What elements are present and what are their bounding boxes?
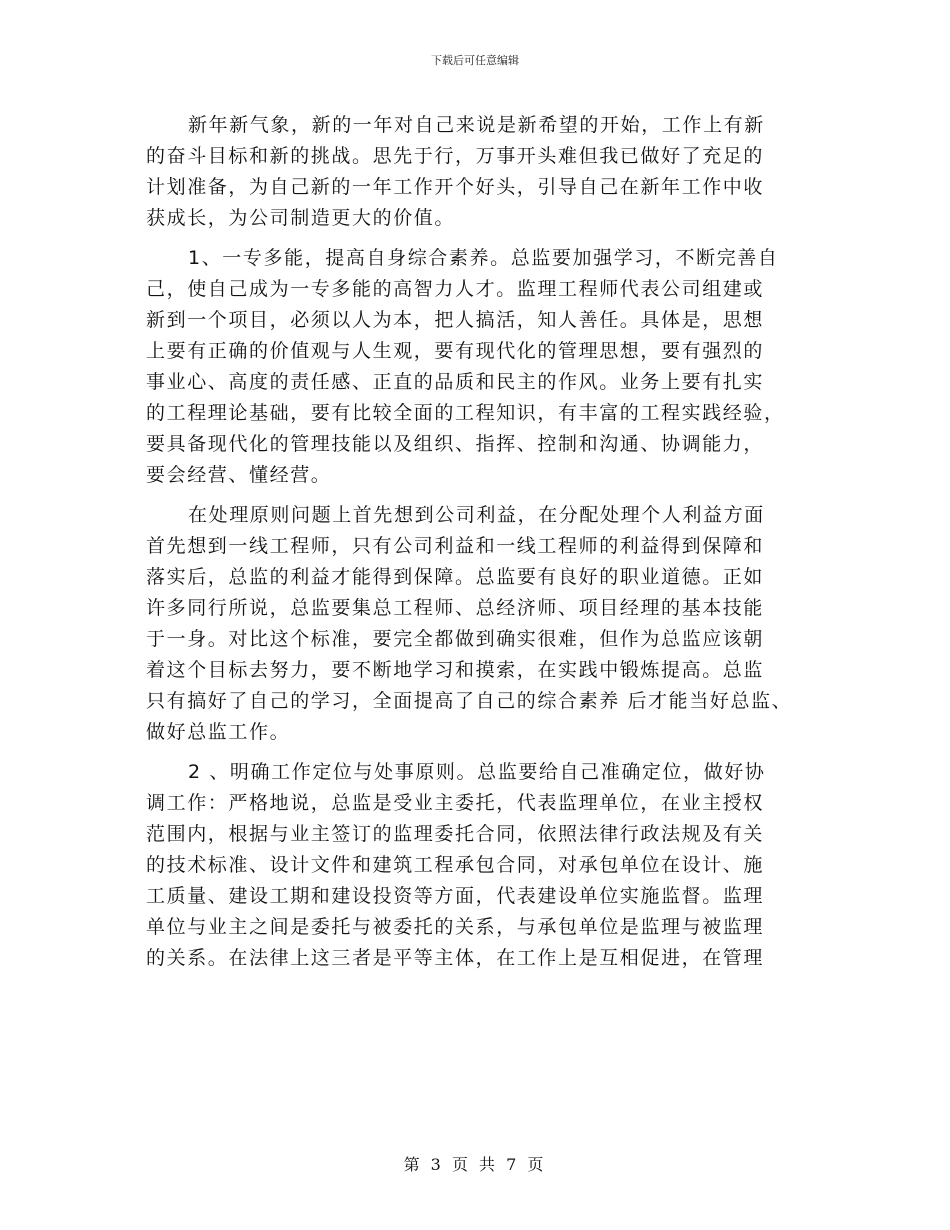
text-line: 上要有正确的价值观与人生观，要有现代化的管理思想，要有强烈的 — [146, 340, 765, 362]
text-line: 获成长，为公司制造更大的价值。 — [146, 207, 456, 229]
paragraph-principles — [146, 500, 826, 748]
paragraph-point-2 — [146, 757, 826, 974]
text-line: 首先想到一线工程师，只有公司利益和一线工程师的利益得到保障和 — [146, 535, 765, 557]
text-line: 新年新气象，新的一年对自己来说是新希望的开始，工作上有新 — [188, 114, 765, 136]
text-line: 己，使自己成为一专多能的高智力人才。监理工程师代表公司组建或 — [146, 278, 765, 300]
text-line: 的奋斗目标和新的挑战。思先于行，万事开头难但我已做好了充足的 — [146, 145, 765, 167]
text-line: 单位与业主之间是委托与被委托的关系，与承包单位是监理与被监理 — [146, 916, 765, 938]
text-line: 的关系。在法律上这三者是平等主体，在工作上是互相促进，在管理 — [146, 947, 765, 969]
text-line: 落实后，总监的利益才能得到保障。总监要有良好的职业道德。正如 — [146, 566, 765, 588]
text-line: 在处理原则问题上首先想到公司利益，在分配处理个人利益方面 — [188, 504, 765, 526]
text-line: 许多同行所说，总监要集总工程师、总经济师、项目经理的基本技能 — [146, 597, 765, 619]
text-line: 范围内，根据与业主签订的监理委托合同，依照法律行政法规及有关 — [146, 823, 765, 845]
text-line: 着这个目标去努力，要不断地学习和摸索，在实践中锻炼提高。总监 — [146, 659, 765, 681]
text-line: 新到一个项目，必须以人为本，把人搞活，知人善任。具体是，思想 — [146, 309, 765, 331]
text-line: 1、一专多能，提高自身综合素养。总监要加强学习，不断完善自 — [188, 247, 779, 269]
document-body — [146, 110, 826, 983]
text-line: 2 、明确工作定位与处事原则。总监要给自己准确定位，做好协 — [188, 761, 766, 783]
paragraph-intro — [146, 110, 826, 234]
text-line: 工质量、建设工期和建设投资等方面，代表建设单位实施监督。监理 — [146, 885, 765, 907]
text-line: 的技术标准、设计文件和建筑工程承包合同，对承包单位在设计、施 — [146, 854, 765, 876]
header-note: 下载后可任意编辑 — [431, 54, 519, 67]
paragraph-point-1 — [146, 243, 826, 491]
text-line: 只有搞好了自己的学习，全面提高了自己的综合素养 后才能当好总监、 — [146, 690, 793, 712]
text-line: 的工程理论基础，要有比较全面的工程知识，有丰富的工程实践经验， — [146, 402, 785, 424]
text-line: 做好总监工作。 — [146, 721, 291, 743]
text-line: 计划准备，为自己新的一年工作开个好头，引导自己在新年工作中收 — [146, 176, 765, 198]
text-line: 事业心、高度的责任感、正直的品质和民主的作风。业务上要有扎实 — [146, 371, 765, 393]
text-line: 要具备现代化的管理技能以及组织、指挥、控制和沟通、协调能力， — [146, 433, 765, 455]
text-line: 调工作：严格地说，总监是受业主委托，代表监理单位，在业主授权 — [146, 792, 765, 814]
text-line: 要会经营、懂经营。 — [146, 464, 332, 486]
page-number-footer: 第 3 页 共 7 页 — [403, 1155, 547, 1174]
text-line: 于一身。对比这个标准，要完全都做到确实很难，但作为总监应该朝 — [146, 628, 765, 650]
